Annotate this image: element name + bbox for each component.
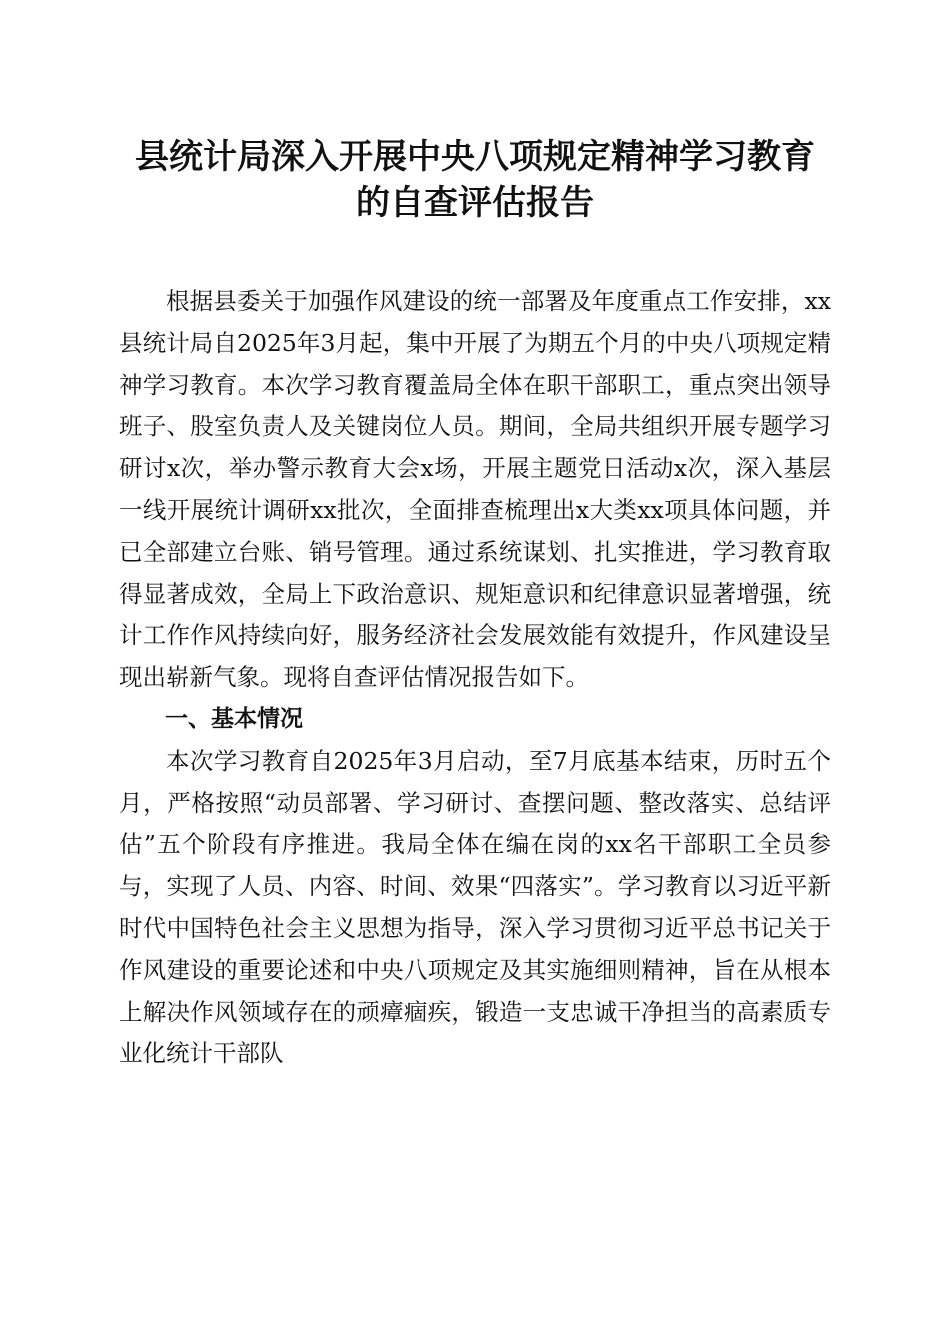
basic-situation-paragraph: 本次学习教育自2025年3月启动，至7月底基本结束，历时五个月，严格按照“动员部署、学习研讨、查摆问题、整改落实、总结评估”五个阶段有序推进。我局全体在编在岗的xx名干部职工全员参与，实现了人员、内容、时间、效果“四落实”。学习教育以习近平新时代中国特色社会主义思想为指导，深入学习贯彻习近平总书记关于作风建设的重要论述和中央八项规定及其实施细则精神，旨在从根本上解决作风领域存在的顽瘴痼疾，锻造一支忠诚干净担当的高素质专业化统计干部队 — [119, 746, 831, 1068]
title-line-1: 县统计局深入开展中央八项规定精神学习教育 — [135, 137, 815, 177]
title-line-2: 的自查评估报告 — [356, 183, 594, 223]
document-title — [100, 134, 850, 226]
document-body — [119, 281, 831, 1075]
section-heading-basic-situation: 一、基本情况 — [165, 705, 303, 732]
intro-paragraph: 根据县委关于加强作风建设的统一部署及年度重点工作安排，xx县统计局自2025年3月起，集中开展了为期五个月的中央八项规定精神学习教育。本次学习教育覆盖局全体在职干部职工，重点突出领导班子、股室负责人及关键岗位人员。期间，全局共组织开展专题学习研讨x次，举办警示教育大会x场，开展主题党日活动x次，深入基层一线开展统计调研xx批次，全面排查梳理出x大类xx项具体问题，并已全部建立台账、销号管理。通过系统谋划、扎实推进，学习教育取得显著成效，全局上下政治意识、规矩意识和纪律意识显著增强，统计工作作风持续向好，服务经济社会发展效能有效提升，作风建设呈现出崭新气象。现将自查评估情况报告如下。 — [119, 287, 831, 692]
